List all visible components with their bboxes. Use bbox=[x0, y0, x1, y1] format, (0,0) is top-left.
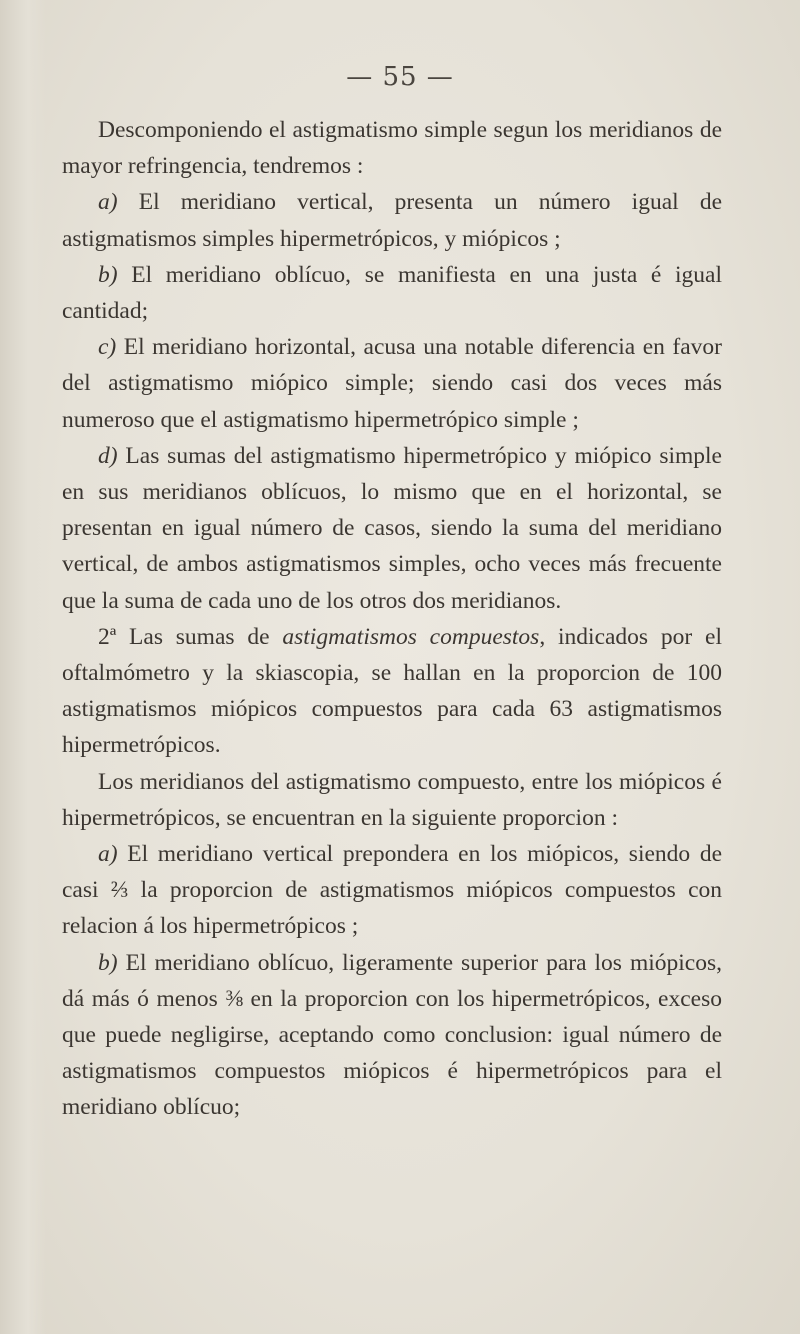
item-label: b) bbox=[98, 261, 118, 288]
paragraph-d-sums bbox=[62, 438, 722, 619]
paragraph-b-oblique-compound bbox=[62, 945, 722, 1126]
paragraph-compound-meridians bbox=[62, 764, 722, 836]
item-label: c) bbox=[98, 334, 117, 361]
binding-shadow bbox=[0, 0, 46, 1334]
paragraph-text: El meridiano vertical prepondera en los miópicos, siendo de casi ⅔ la proporcion de astigmatismos miópicos compuestos con relacion á los hipermetrópicos ; bbox=[62, 841, 722, 940]
paragraph-b-oblique bbox=[62, 257, 722, 329]
paragraph-text: El meridiano horizontal, acusa una notable diferencia en favor del astigmatismo miópico simple; siendo casi dos veces más numeroso que el astigmatismo hipermetrópico simple ; bbox=[62, 334, 722, 433]
item-label: a) bbox=[98, 189, 118, 216]
paragraph-text: El meridiano vertical, presenta un número igual de astigmatismos simples hipermetrópicos, y miópicos ; bbox=[62, 189, 722, 252]
paragraph-text: Las sumas de bbox=[116, 623, 283, 650]
paragraph-text: Las sumas del astigmatismo hipermetrópico y miópico simple en sus meridianos oblícuos, lo mismo que en el horizontal, se presentan en igual número de casos, siendo la suma del meridiano vertical, de ambos astigmatismos simples, ocho veces más frecuente que la suma de cada uno de los otros dos meridianos. bbox=[62, 442, 722, 614]
item-label: a) bbox=[98, 841, 118, 868]
paragraph-text: Descomponiendo el astigmatismo simple segun los meridianos de mayor refringencia, tendremos : bbox=[62, 117, 722, 180]
paragraph-c-horizontal bbox=[62, 329, 722, 438]
paragraph-a-vertical-compound bbox=[62, 836, 722, 945]
paragraph-text: Los meridianos del astigmatismo compuesto, entre los miópicos é hipermetrópicos, se encuentran en la siguiente proporcion : bbox=[62, 768, 722, 831]
paragraph-text: El meridiano oblícuo, se manifiesta en una justa é igual cantidad; bbox=[62, 261, 722, 325]
item-label: d) bbox=[98, 442, 118, 469]
paragraph-intro bbox=[62, 112, 722, 184]
italic-term: astigmatismos compuestos bbox=[282, 623, 540, 650]
item-label: b) bbox=[98, 949, 118, 976]
paragraph-2-compound bbox=[62, 619, 722, 764]
paragraph-text: El meridiano oblícuo, ligeramente superior para los miópicos, dá más ó menos ⅜ en la proporcion con los hipermetrópicos, exceso que puede negligirse, aceptando como conclusion: igual número de astigmatismos compuestos miópicos é hipermetrópicos para el meridiano oblícuo; bbox=[62, 949, 722, 1121]
page-number: — 55 — bbox=[346, 62, 454, 92]
paragraph-a-vertical bbox=[62, 184, 722, 256]
body-text bbox=[62, 112, 722, 1126]
paragraph-text: , indicados por el oftalmómetro y la skiascopia, se hallan en la proporcion de 100 astigmatismos miópicos compuestos para cada 63 astigmatismos hipermetrópicos. bbox=[62, 623, 722, 759]
item-label: 2ª bbox=[98, 623, 117, 650]
